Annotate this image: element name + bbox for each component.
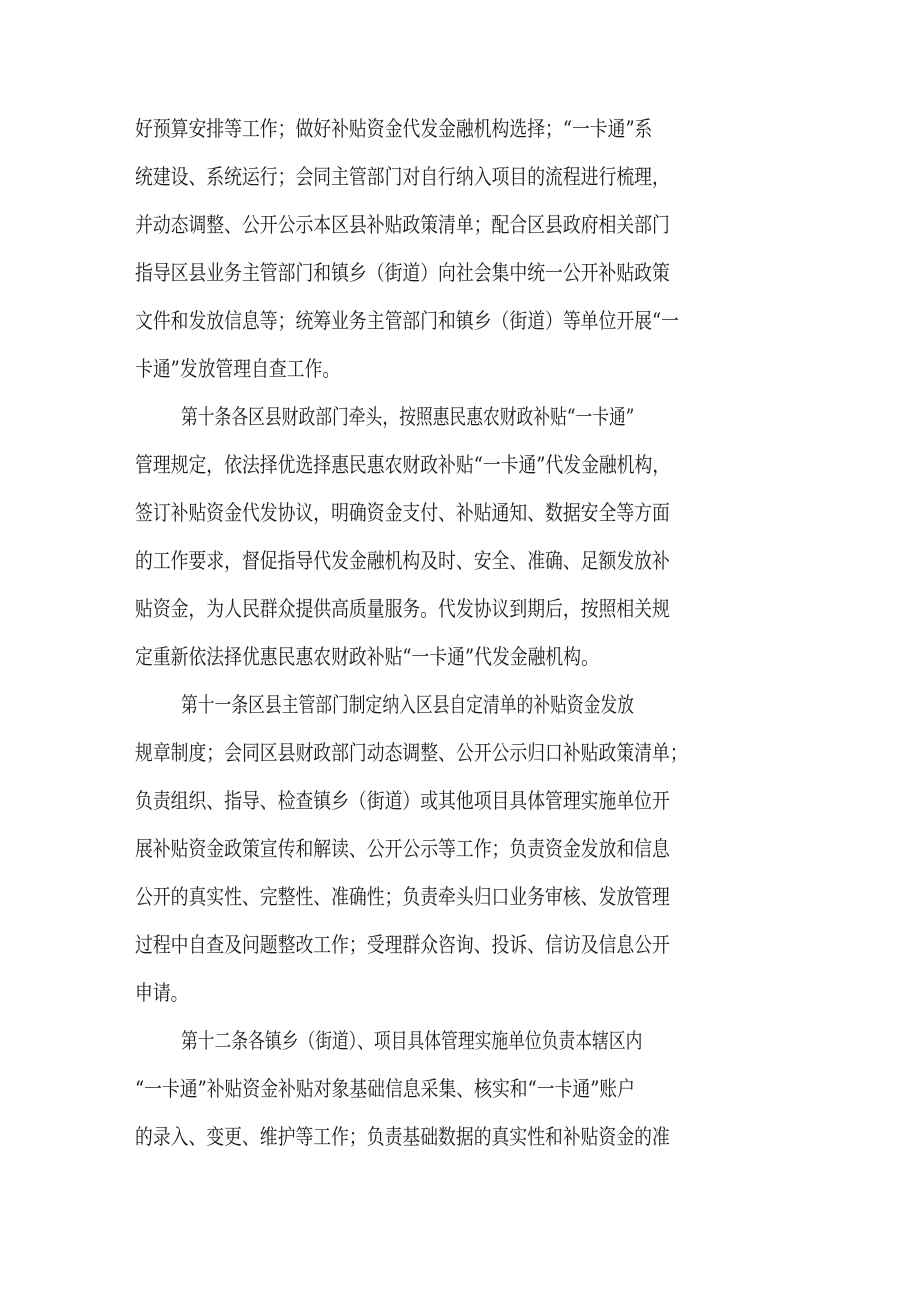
text-line: 贴资金，为人民群众提供高质量服务。代发协议到期后，按照相关规 (135, 597, 670, 621)
text-line: 过程中自查及问题整改工作；受理群众咨询、投诉、信访及信息公开 (135, 933, 670, 957)
text-line: 第十一条区县主管部门制定纳入区县自定清单的补贴资金发放 (181, 693, 634, 717)
text-line: 指导区县业务主管部门和镇乡（街道）向社会集中统一公开补贴政策 (135, 261, 670, 285)
text-line: 定重新依法择优惠民惠农财政补贴“一卡通”代发金融机构。 (135, 645, 599, 669)
text-line: 并动态调整、公开公示本区县补贴政策清单；配合区县政府相关部门 (135, 213, 670, 237)
text-line: 的录入、变更、维护等工作；负责基础数据的真实性和补贴资金的准 (135, 1125, 670, 1149)
text-line: 签订补贴资金代发协议，明确资金支付、补贴通知、数据安全等方面 (135, 501, 670, 525)
text-line: 申请。 (135, 981, 189, 1005)
text-line: 卡通”发放管理自查工作。 (135, 357, 341, 381)
text-line: 规章制度；会同区县财政部门动态调整、公开公示归口补贴政策清单； (135, 741, 688, 765)
text-line: 第十条各区县财政部门牵头，按照惠民惠农财政补贴“一卡通” (181, 405, 635, 429)
text-line: 管理规定，依法择优选择惠民惠农财政补贴“一卡通”代发金融机构， (135, 453, 671, 477)
text-line: 展补贴资金政策宣传和解读、公开公示等工作；负责资金发放和信息 (135, 837, 670, 861)
text-line: 公开的真实性、完整性、准确性；负责牵头归口业务审核、发放管理 (135, 885, 670, 909)
text-line: 第十二条各镇乡（街道）、项目具体管理实施单位负责本辖区内 (181, 1029, 643, 1053)
text-line: 好预算安排等工作；做好补贴资金代发金融机构选择；“一卡通”系 (135, 117, 653, 141)
text-line: 负责组织、指导、检查镇乡（街道）或其他项目具体管理实施单位开 (135, 789, 670, 813)
text-line: 的工作要求，督促指导代发金融机构及时、安全、准确、足额发放补 (135, 549, 670, 573)
text-line: “一卡通”补贴资金补贴对象基础信息采集、核实和“一卡通”账户 (135, 1077, 635, 1101)
text-line: 统建设、系统运行；会同主管部门对自行纳入项目的流程进行梳理， (135, 165, 670, 189)
text-line: 文件和发放信息等；统筹业务主管部门和镇乡（街道）等单位开展“一 (135, 309, 679, 333)
